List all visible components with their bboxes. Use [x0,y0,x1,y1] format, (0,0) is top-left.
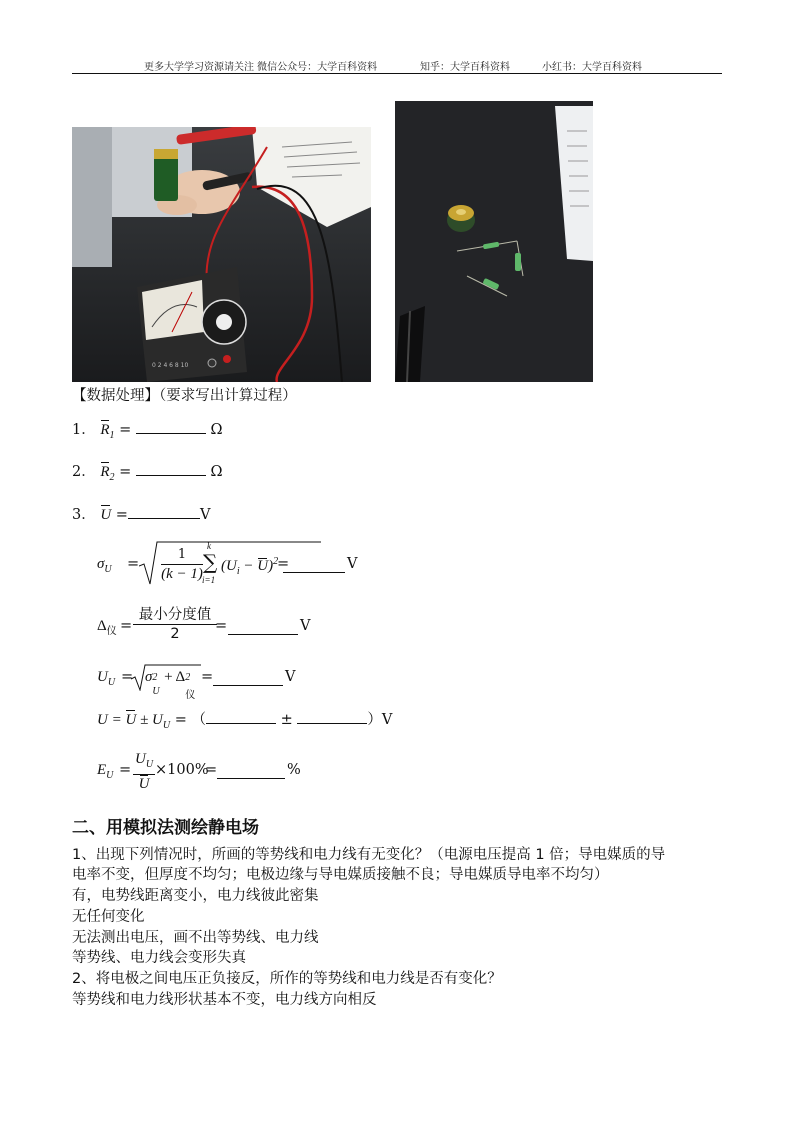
sigma-body-open: (U [221,558,237,574]
delta-unit: V [300,618,311,634]
uu-unit: V [285,669,296,685]
delta-subscript: 仪 [106,626,117,637]
sigma-sum-lower: i=1 [202,575,216,585]
section2-a1-3: 无法测出电压，画不出等势线、电力线 [72,930,319,946]
eu-subscript: U [106,770,114,781]
sigma-fraction-denominator: (k − 1) [161,566,203,582]
header-xiaohongshu: 小红书：大学百科资料 [542,62,642,73]
r2-subscript: 2 [109,472,115,483]
sigma-unit: V [347,556,358,572]
sigma-symbol: σ [97,556,105,572]
result-value-blank[interactable] [206,709,276,724]
result-plus-minus: ± U [136,712,163,728]
uu-inner-delta-subscript: 仪 [185,690,196,701]
uu-symbol: U [97,669,108,685]
eu-unit: % [287,762,301,778]
item-r2-number: 2． [72,464,96,480]
data-processing-title: 【数据处理】 [72,388,159,404]
uu-blank[interactable] [213,671,283,686]
result-u-mean: U [125,712,137,728]
sigma-sum-upper: k [207,541,211,551]
item-r2: 2． $R_2 = \Omega$ [72,461,223,488]
eu-symbol: E [97,762,107,778]
sigma-subscript: U [104,564,112,575]
header-wechat: 更多大学学习资源请关注 微信公众号：大学百科资料 [144,62,378,73]
section2-q2: 2、将电极之间电压正负接反，所作的等势线和电力线是否有变化？ [72,971,502,987]
r2-blank[interactable] [136,461,206,476]
uu-subscript: U [107,677,116,688]
r1-subscript: 1 [109,430,115,441]
item-u-number: 3． [72,507,96,523]
r1-unit: Ω [210,422,223,438]
eu-numerator: U [135,751,146,767]
r1-symbol: R [100,422,110,438]
u-mean-blank[interactable] [128,504,200,519]
page-header [72,56,722,74]
data-processing-note: （要求写出计算过程） [159,388,297,404]
result-close-paren-unit: ）V [367,712,393,728]
uu-inner-sigma: σ [145,669,153,685]
section2-a2: 等势线和电力线形状基本不变，电力线方向相反 [72,992,377,1008]
delta-symbol: Δ [97,618,107,634]
item-r1-number: 1． [72,422,96,438]
sigma-body-subscript: i [236,566,240,577]
section2-q1-line1: 1、出现下列情况时，所画的等势线和电力线有无变化？（电源电压提高 1 倍；导电媒质的导 [72,847,666,863]
section2-a1-1: 有，电势线距离变小，电力线彼此密集 [72,888,319,904]
eu-blank[interactable] [217,764,285,779]
uu-inner-plus-delta: + Δ [160,669,186,685]
sigma-body-square: 2 [273,556,279,567]
result-formula: $U = U \pm U_U$ = （ ± ）V [97,709,392,736]
uu-inner-sigma-subscript: U [152,686,160,697]
r1-blank[interactable] [136,419,206,434]
sigma-sum-sign: ∑ [203,550,218,574]
photo-battery-resistors [395,101,593,382]
section2-title: 二、用模拟法测绘静电场 [72,818,259,838]
result-uncertainty-blank[interactable] [297,709,367,724]
sigma-body-close: ) [268,558,274,574]
section2-q1-line2: 电率不变，但厚度不均匀；电极边缘与导电媒质接触不良；导电媒质导电率不均匀） [72,867,609,883]
uu-inner-sigma-square: 2 [152,672,158,683]
multimeter-photo-image [72,127,371,382]
eu-denominator: U [138,776,150,792]
section2-a1-2: 无任何变化 [72,909,145,925]
uu-inner-delta-square: 2 [185,672,191,683]
item-u: 3． U = V [72,504,210,525]
u-mean-symbol: U [100,507,112,523]
battery-photo-image [395,101,593,382]
result-u-symbol: U [97,712,108,728]
sigma-blank[interactable] [283,558,345,573]
section2-a1-4: 等势线、电力线会变形失真 [72,950,246,966]
delta-blank[interactable] [228,620,298,635]
sigma-body-mean: U [257,558,269,574]
result-uncertainty-subscript: U [162,720,171,731]
data-processing-heading [72,386,297,406]
u-mean-unit: V [199,507,211,523]
sigma-body-minus: − [239,558,258,574]
delta-fraction-numerator: 最小分度值 [133,606,217,625]
delta-fraction-denominator: 2 [170,626,180,642]
item-r1: 1． $R_1 = \Omega$ [72,419,223,446]
photo-multimeter [72,127,371,382]
eu-times-100: ×100% [155,762,209,778]
eu-numerator-subscript: U [145,759,154,770]
r2-unit: Ω [210,464,223,480]
header-rule [72,73,722,74]
sigma-fraction-numerator: 1 [161,546,203,565]
result-open-paren: （ [191,712,206,728]
result-pm-sign: ± [280,712,293,728]
meter-scale-label: 0 2 4 6 8 10 [152,362,189,369]
header-zhihu: 知乎：大学百科资料 [420,62,510,73]
r2-symbol: R [100,464,110,480]
